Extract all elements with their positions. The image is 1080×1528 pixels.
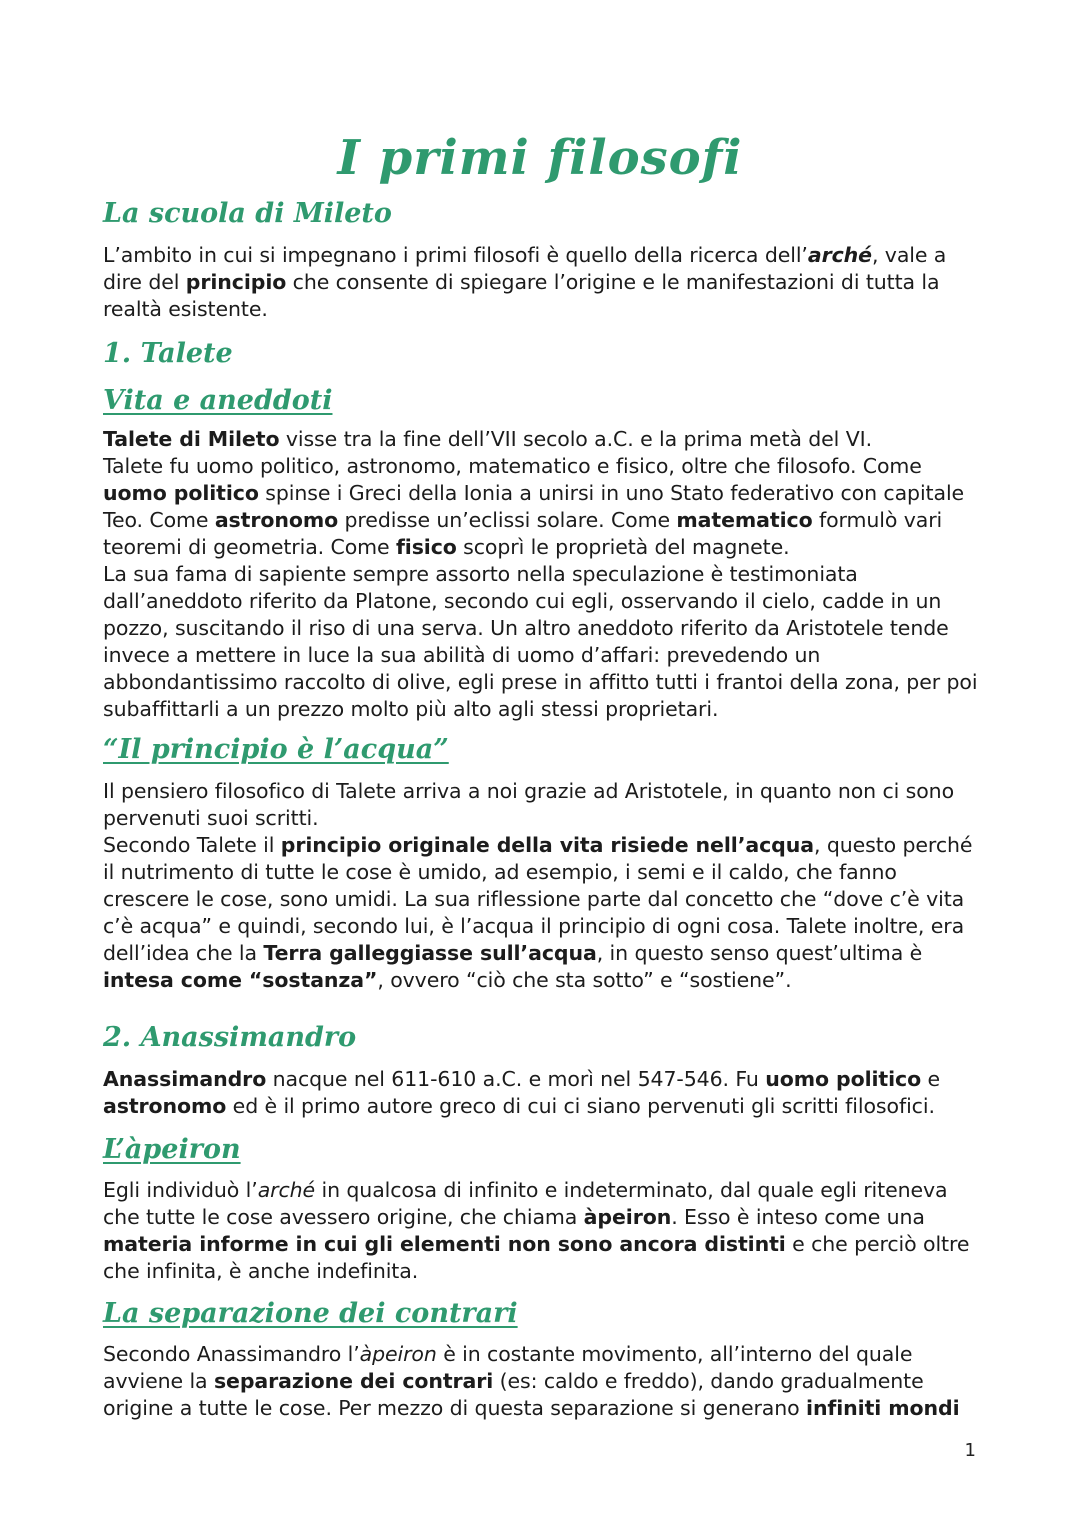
paragraph-acqua: Il pensiero filosofico di Talete arriva a noi grazie ad Aristotele, in quanto non ci sono pervenuti suoi scritti. Secondo Talete il principio originale della vita risiede nell’acqua, questo perché il nutrimento di tutte le cose è umido, ad esempio, i semi e il caldo, che fanno crescere le cose, sono umidi. La sua riflessione parte dal concetto che “dove c’è vita c’è acqua” e quindi, secondo lui, è l’acqua il principio di ogni cosa. Talete inoltre, era dell’idea che la Terra galleggiasse sull’acqua, in questo senso quest’ultima è intesa come “sostanza”, ovvero “ciò che sta sotto” e “sostiene”. [103,779,973,992]
heading-apeiron: L’àpeiron [103,1134,241,1165]
paragraph-apeiron: Egli individuò l’arché in qualcosa di infinito e indeterminato, dal quale egli riteneva che tutte le cose avessero origine, che chiama àpeiron. Esso è inteso come una materia informe in cui gli elementi non sono ancora distinti e che perciò oltre che infinita, è anche indefinita. [103,1178,970,1283]
heading-separazione-contrari: La separazione dei contrari [103,1298,518,1329]
heading-vita-aneddoti: Vita e aneddoti [103,385,333,416]
heading-scuola-mileto: La scuola di Mileto [103,198,392,229]
page-title: I primi filosofi [337,130,743,186]
paragraph-vita: Talete di Mileto visse tra la fine dell’VII secolo a.C. e la prima metà del VI. Talete fu uomo politico, astronomo, matematico e fisico, oltre che filosofo. Come uomo politico spinse i Greci della Ionia a unirsi in uno Stato federativo con capitale Teo. Come astronomo predisse un’eclissi solare. Come matematico formulò vari teoremi di geometria. Come fisico scoprì le proprietà del magnete. La sua fama di sapiente sempre assorto nella speculazione è testimoniata dall’aneddoto riferito da Platone, secondo cui egli, osservando il cielo, cadde in un pozzo, suscitando il riso di una serva. Un altro aneddoto riferito da Aristotele tende invece a mettere in luce la sua abilità di uomo d’affari: prevedendo un abbondantissimo raccolto di olive, egli prese in affitto tutti i frantoi della zona, per poi subaffittarli a un prezzo molto più alto agli stessi proprietari. [103,427,978,721]
heading-principio-acqua: “Il principio è l’acqua” [103,734,449,765]
paragraph-mileto: L’ambito in cui si impegnano i primi filosofi è quello della ricerca dell’arché, vale a dire del principio che consente di spiegare l’origine e le manifestazioni di tutta la realtà esistente. [103,243,947,321]
paragraph-contrari: Secondo Anassimandro l’àpeiron è in costante movimento, all’interno del quale avviene la separazione dei contrari (es: caldo e freddo), dando gradualmente origine a tutte le cose. Per mezzo di questa separazione si generano infiniti mondi [103,1342,960,1420]
paragraph-anassimandro: Anassimandro nacque nel 611-610 a.C. e morì nel 547-546. Fu uomo politico e astronomo ed è il primo autore greco di cui ci siano pervenuti gli scritti filosofici. [103,1067,941,1118]
heading-anassimandro: 2. Anassimandro [103,1022,357,1053]
heading-talete: 1. Talete [103,338,233,369]
page-number: 1 [964,1440,976,1461]
